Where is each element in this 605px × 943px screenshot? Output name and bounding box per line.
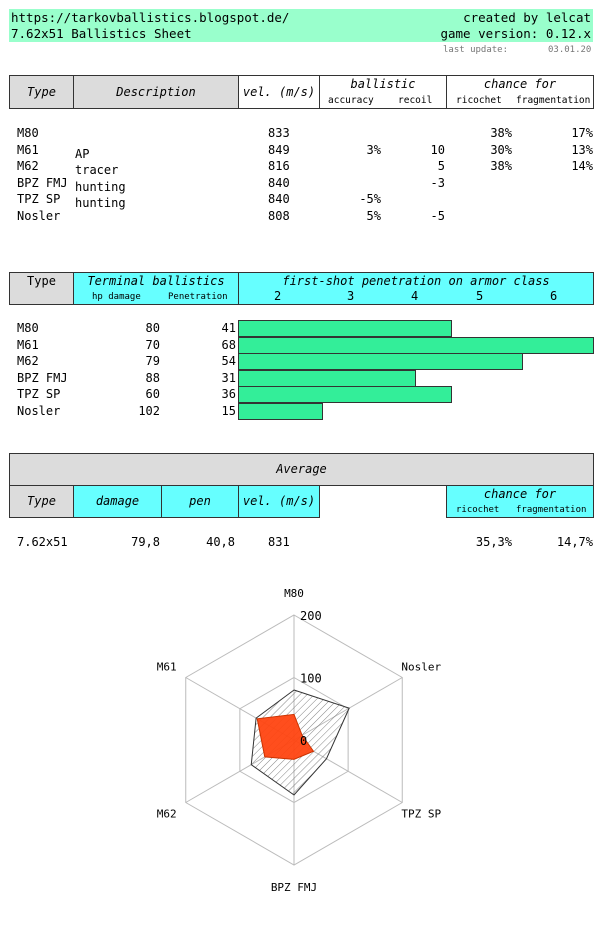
- radar-axis-label: Nosler: [401, 660, 442, 674]
- avg-type: 7.62x51: [17, 535, 68, 549]
- t2-damage-cell: 60: [145, 387, 160, 401]
- t1-type-cell: Nosler: [17, 208, 61, 223]
- radar-tick-label: 200: [300, 609, 322, 623]
- radar-tick-label: 100: [300, 671, 322, 686]
- t1-type-cell: M80: [17, 126, 39, 140]
- radar-chart: [0, 570, 605, 943]
- t1-desc-cell: AP: [75, 146, 90, 161]
- t2-terminal-label: Terminal ballistics: [87, 274, 225, 288]
- t1-recoil-cell: -3: [430, 175, 445, 190]
- t2-group-penetration: [238, 272, 594, 305]
- avg-damage: 79,8: [131, 535, 160, 549]
- t1-col-accuracy: accuracy: [328, 95, 374, 106]
- t1-recoil-cell: 10: [430, 142, 445, 157]
- t2-penetration-cell: 15: [221, 403, 236, 418]
- avg-col-pen: pen: [161, 485, 239, 518]
- t1-ric-cell: 38%: [490, 159, 512, 173]
- t2-penetration-cell: 36: [221, 387, 236, 401]
- t2-col-penetration: Penetration: [168, 292, 228, 302]
- armor-class-5: 5: [476, 289, 484, 303]
- t1-vel-cell: 816: [268, 159, 290, 173]
- t2-group-terminal: [73, 272, 239, 305]
- t1-chance-label: chance for: [483, 77, 557, 91]
- armor-class-3: 3: [347, 289, 355, 303]
- t1-recoil-cell: 5: [437, 159, 445, 173]
- t1-frag-cell: 13%: [571, 142, 593, 157]
- t2-col-type: Type: [9, 272, 74, 305]
- t1-ballistic-label: ballistic: [350, 77, 416, 91]
- header-banner: [9, 9, 593, 42]
- t1-vel-cell: 808: [268, 208, 290, 223]
- avg-velocity: 831: [268, 535, 290, 549]
- t2-col-hp-damage: hp damage: [92, 292, 141, 302]
- avg-col-ricochet: ricochet: [456, 505, 500, 515]
- game-version: game version: 0.12.x: [440, 26, 591, 41]
- penetration-bar: [238, 353, 523, 370]
- t1-frag-cell: 14%: [571, 159, 593, 173]
- t1-desc-cell: tracer: [75, 163, 119, 177]
- t2-type-cell: BPZ FMJ: [17, 370, 68, 385]
- t1-acc-cell: 5%: [366, 208, 381, 223]
- t2-type-cell: M62: [17, 354, 39, 368]
- average-title: Average: [9, 453, 594, 486]
- avg-col-type: Type: [9, 485, 74, 518]
- t2-type-cell: M61: [17, 337, 39, 352]
- t1-recoil-cell: -5: [430, 208, 445, 223]
- t1-col-type: Type: [9, 75, 74, 109]
- penetration-bar: [238, 370, 416, 387]
- avg-col-damage: damage: [73, 485, 162, 518]
- radar-axis-label: M61: [156, 660, 177, 674]
- t1-vel-cell: 849: [268, 142, 290, 157]
- t1-col-recoil: recoil: [398, 95, 433, 106]
- t2-damage-cell: 79: [145, 354, 160, 368]
- t2-damage-cell: 80: [145, 321, 160, 335]
- radar-axis-label: BPZ FMJ: [270, 881, 318, 894]
- t1-desc-cell: hunting: [75, 179, 126, 194]
- t2-type-cell: TPZ SP: [17, 387, 61, 401]
- radar-tick-label: 0: [300, 734, 308, 748]
- created-by: created by lelcat: [463, 10, 591, 25]
- avg-ricochet: 35,3%: [475, 535, 512, 549]
- avg-pen: 40,8: [206, 535, 235, 549]
- t1-col-ricochet: ricochet: [456, 95, 502, 106]
- t2-damage-cell: 70: [145, 337, 160, 352]
- t1-vel-cell: 840: [268, 175, 290, 190]
- last-update-value: 03.01.20: [548, 45, 592, 55]
- penetration-bar: [238, 320, 452, 337]
- armor-class-2: 2: [274, 289, 282, 303]
- armor-class-4: 4: [411, 289, 419, 303]
- penetration-bar: [238, 337, 594, 354]
- t1-type-cell: BPZ FMJ: [17, 175, 68, 190]
- t2-damage-cell: 88: [145, 370, 160, 385]
- radar-axis-label: M80: [284, 587, 304, 600]
- t1-vel-cell: 840: [268, 192, 290, 206]
- t1-ric-cell: 38%: [490, 126, 512, 140]
- blog-url[interactable]: https://tarkovballistics.blogspot.de/: [11, 10, 290, 25]
- avg-col-fragmentation: fragmentation: [516, 505, 587, 515]
- t2-penetration-cell: 68: [221, 337, 236, 352]
- t1-col-description: Description: [73, 75, 239, 109]
- penetration-bar: [238, 403, 323, 420]
- t1-frag-cell: 17%: [571, 126, 593, 140]
- t1-acc-cell: -5%: [359, 192, 381, 206]
- t2-penetration-cell: 31: [221, 370, 236, 385]
- t2-damage-cell: 102: [138, 403, 160, 418]
- radar-axis-label: M62: [156, 807, 177, 821]
- t2-type-cell: M80: [17, 321, 39, 335]
- t1-type-cell: TPZ SP: [17, 192, 61, 206]
- armor-class-6: 6: [550, 289, 558, 303]
- t2-pen-label: first-shot penetration on armor class: [282, 274, 550, 288]
- t1-col-velocity: vel. (m/s): [238, 75, 320, 109]
- t2-penetration-cell: 54: [221, 354, 236, 368]
- t1-ric-cell: 30%: [490, 142, 512, 157]
- avg-group-chance: [446, 485, 594, 518]
- t1-type-cell: M62: [17, 159, 39, 173]
- t1-group-ballistic: [319, 75, 447, 109]
- avg-chance-label: chance for: [483, 487, 557, 501]
- t1-acc-cell: 3%: [366, 142, 381, 157]
- avg-col-velocity: vel. (m/s): [238, 485, 320, 518]
- avg-fragmentation: 14,7%: [556, 535, 593, 549]
- t2-type-cell: Nosler: [17, 403, 61, 418]
- t1-col-fragmentation: fragmentation: [516, 95, 591, 106]
- last-update-label: last update:: [443, 45, 509, 55]
- radar-axis-label: TPZ SP: [401, 807, 442, 821]
- t1-type-cell: M61: [17, 142, 39, 157]
- penetration-bar: [238, 386, 452, 403]
- t2-penetration-cell: 41: [221, 321, 236, 335]
- sheet-title: 7.62x51 Ballistics Sheet: [11, 26, 192, 41]
- t1-group-chance: [446, 75, 594, 109]
- t1-desc-cell: hunting: [75, 196, 126, 210]
- t1-vel-cell: 833: [268, 126, 290, 140]
